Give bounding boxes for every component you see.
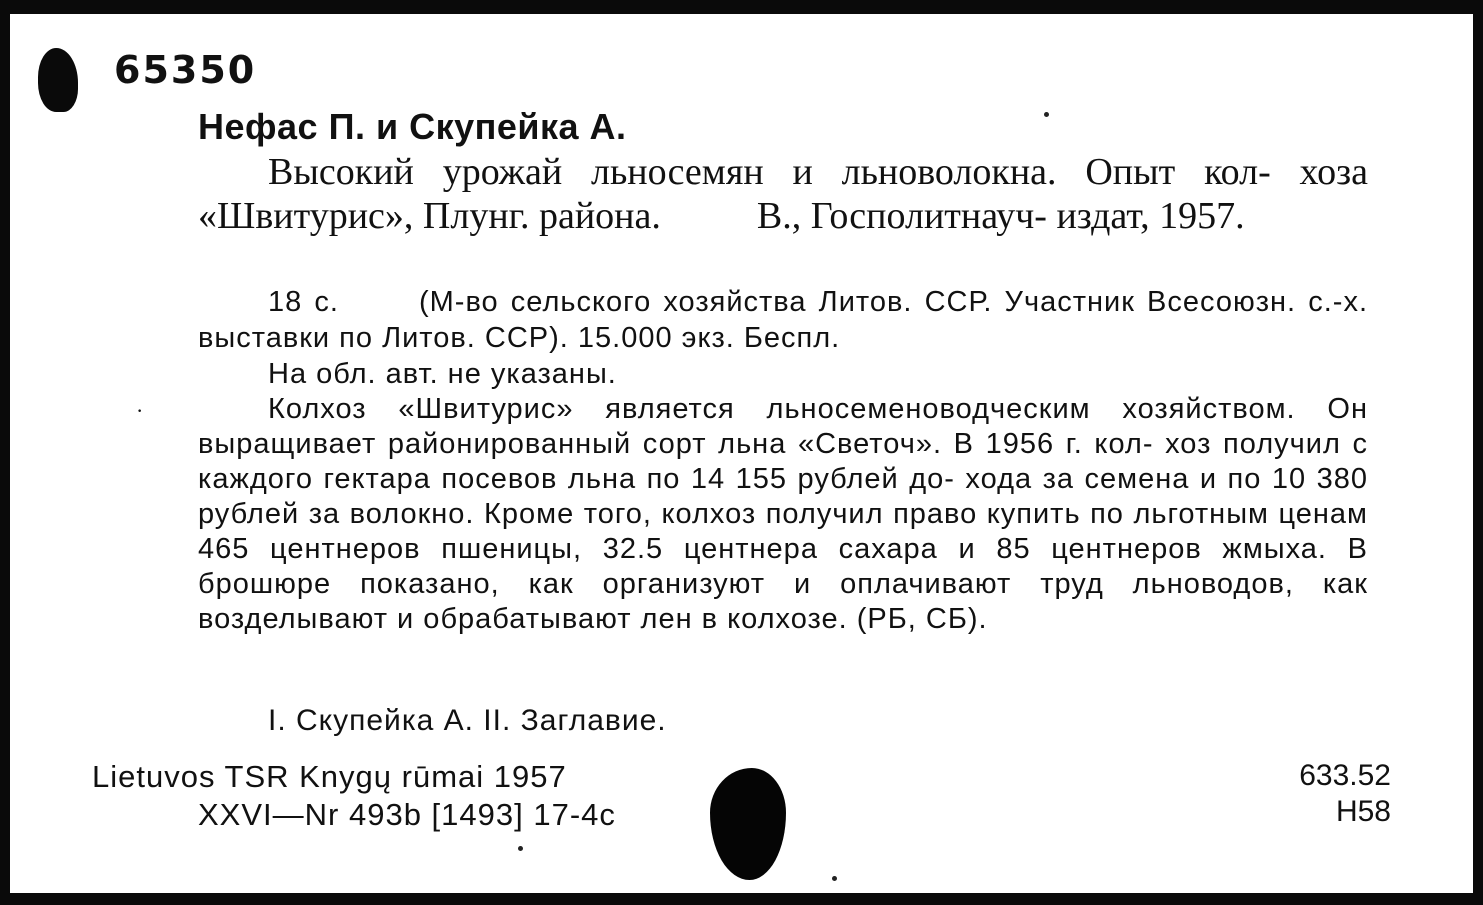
author-heading: Нефас П. и Скупейка А. <box>198 106 627 147</box>
imprint-text: В., Госполитнауч- издат, 1957. <box>756 195 1245 237</box>
title-statement <box>198 150 1368 238</box>
classification-block <box>1299 758 1391 830</box>
title-text: Высокий урожай льносемян и льноволокна. Опыт кол- хоза «Швитурис», Плунг. района. <box>198 151 1368 237</box>
bullet-mark: · <box>136 398 144 423</box>
publisher-block <box>92 758 616 834</box>
tracing-line: I. Скупейка А. II. Заглавие. <box>268 704 667 737</box>
call-number: Н58 <box>1335 795 1391 828</box>
authors-note: На обл. авт. не указаны. <box>268 358 617 390</box>
speck <box>518 846 523 851</box>
classification-number: 633.52 <box>1299 759 1391 792</box>
ink-blot <box>710 768 786 880</box>
speck <box>832 876 837 881</box>
punch-hole <box>38 48 78 112</box>
inventory-number: 65350 <box>114 48 257 92</box>
publisher-line-2: XXVI—Nr 493b [1493] 17-4c <box>198 797 616 832</box>
speck <box>1044 112 1049 117</box>
publisher-line-1: Lietuvos TSR Knygų rūmai 1957 <box>92 759 567 794</box>
annotation-text: Колхоз «Швитурис» является льносеменоводческим хозяйством. Он выращивает районированный сорт льна «Светоч». В 1956 г. кол- хоз получил с каждого гектара посевов льна по 14 155 рублей до- хода за семена и по 10 380 рублей за волокно. Кроме того, колхоз получил право купить по льготным ценам 465 центнеров пшеницы, 32.5 центнера сахара и 85 центнеров жмыха. В брошюре показано, как организуют и оплачивают труд льноводов, как возделывают и обрабатывают лен в колхозе. (РБ, СБ). <box>198 393 1368 635</box>
pages-text: 18 с. <box>268 286 339 318</box>
collation-note <box>198 284 1368 356</box>
series-text: (М-во сельского хозяйства Литов. ССР. Участник Всесоюзн. с.-х. выставки по Литов. ССР). 15.000 экз. Беспл. <box>198 286 1368 354</box>
